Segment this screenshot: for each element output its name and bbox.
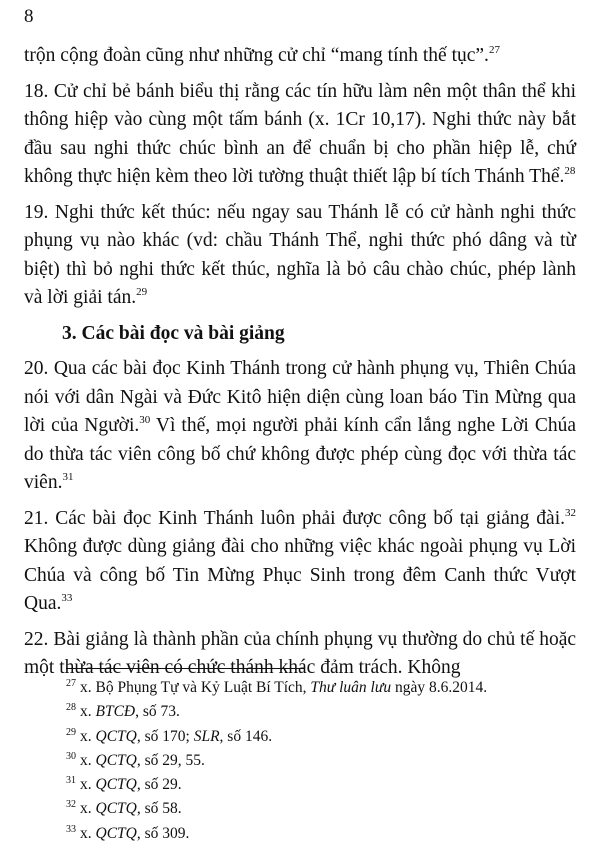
footnote-ref[interactable]: 28 [564,165,576,177]
footnote-ref[interactable]: 31 [62,471,74,483]
footnote-31 [66,773,576,797]
footnote-text: x. [80,776,96,794]
footnote-italic: QCTQ [95,751,137,769]
footnote-text: x. [80,824,96,842]
footnote-text: , số 170; [136,727,194,745]
page-body [24,42,576,690]
paragraph-22 [24,626,576,683]
paragraph-21 [24,505,576,619]
footnote-text: x. [80,800,96,818]
footnote-number: 28 [66,702,76,714]
footnote-number: 30 [66,750,76,762]
footnote-ref[interactable]: 29 [136,286,148,298]
footnote-text: x. Bộ Phụng Tự và Kỷ Luật Bí Tích, [80,679,311,696]
footnote-text: , số 29, 55. [136,751,205,769]
paragraph-text: 21. Các bài đọc Kinh Thánh luôn phải được công bố tại giảng đài. [24,507,565,529]
footnote-ref[interactable]: 27 [488,44,500,56]
footnote-number: 32 [66,799,76,811]
section-heading: 3. Các bài đọc và bài giảng [62,322,285,344]
paragraph-continuation [24,42,576,71]
footnote-divider [66,668,304,669]
footnote-number: 33 [66,823,76,835]
footnote-33 [66,822,576,846]
footnote-text: ngày 8.6.2014. [391,679,488,696]
footnote-italic: SLR [193,727,220,745]
footnote-29 [66,725,576,749]
footnote-ref[interactable]: 30 [139,414,151,426]
footnote-italic: QCTQ [95,824,137,842]
footnote-text: , số 309. [136,824,190,842]
footnote-italic: Thư luân lưu [310,679,392,696]
footnote-italic: QCTQ [95,776,137,794]
footnote-text: x. [80,703,96,721]
footnote-32 [66,797,576,821]
footnote-italic: BTCĐ [95,703,136,721]
paragraph-text: 22. Bài giảng là thành phần của chính phụng vụ thường do chủ tế hoặc một thừa tác viên có chức thánh khác đảm trách. Không [24,628,576,678]
footnote-italic: QCTQ [95,727,137,745]
footnote-text: x. [80,751,96,769]
footnote-number: 27 [66,678,76,689]
footnote-27 [66,676,576,700]
footnotes [66,676,576,846]
paragraph-text: 20. Qua các bài đọc Kinh Thánh trong cử hành phụng vụ, Thiên Chúa nói với dân Ngài và Đức Kitô hiện diện cùng loan báo Tin Mừng qua lời của Người. [24,358,576,436]
footnote-italic: QCTQ [95,800,137,818]
footnote-text: , số 146. [219,727,273,745]
paragraph-19 [24,199,576,313]
paragraph-text: 19. Nghi thức kết thúc: nếu ngay sau Thánh lễ có cử hành nghi thức phụng vụ nào khác (vd: chầu Thánh Thể, nghi thức phó dâng và từ biệt) thì bỏ nghi thức kết thúc, nghĩa là bỏ câu chào chúc, phép lành và lời giải tán. [24,201,576,308]
paragraph-18 [24,78,576,192]
footnote-28 [66,700,576,724]
footnote-number: 31 [66,775,76,787]
page-number: 8 [24,6,34,27]
paragraph-text: 18. Cử chỉ bẻ bánh biểu thị rằng các tín hữu làm nên một thân thể khi thông hiệp vào cùng một tấm bánh (x. 1Cr 10,17). Nghi thức này bắt đầu sau nghi thức chúc bình an để chuẩn bị cho phần hiệp lễ, chứ không thực hiện kèm theo lời tường thuật thiết lập bí tích Thánh Thể. [24,80,576,187]
footnote-text: x. [80,727,96,745]
footnote-ref[interactable]: 32 [565,506,576,519]
footnote-ref[interactable]: 33 [61,592,73,604]
footnote-text: , số 29. [136,776,182,794]
paragraph-text: trộn cộng đoàn cũng như những cử chỉ “mang tính thế tục”. [24,45,489,66]
footnote-number: 29 [66,726,76,738]
paragraph-20 [24,355,576,498]
footnote-text: , số 73. [135,703,180,721]
footnote-30 [66,749,576,773]
paragraph-text: Không được dùng giảng đài cho những việc khác ngoài phụng vụ Lời Chúa và công bố Tin Mừng Phục Sinh trong đêm Canh thức Vượt Qua. [24,536,576,614]
footnote-text: , số 58. [136,800,182,818]
paragraph-text: Vì thế, mọi người phải kính cẩn lắng nghe Lời Chúa do thừa tác viên công bố chứ không được phép cùng đọc với thừa tác viên. [24,415,576,493]
